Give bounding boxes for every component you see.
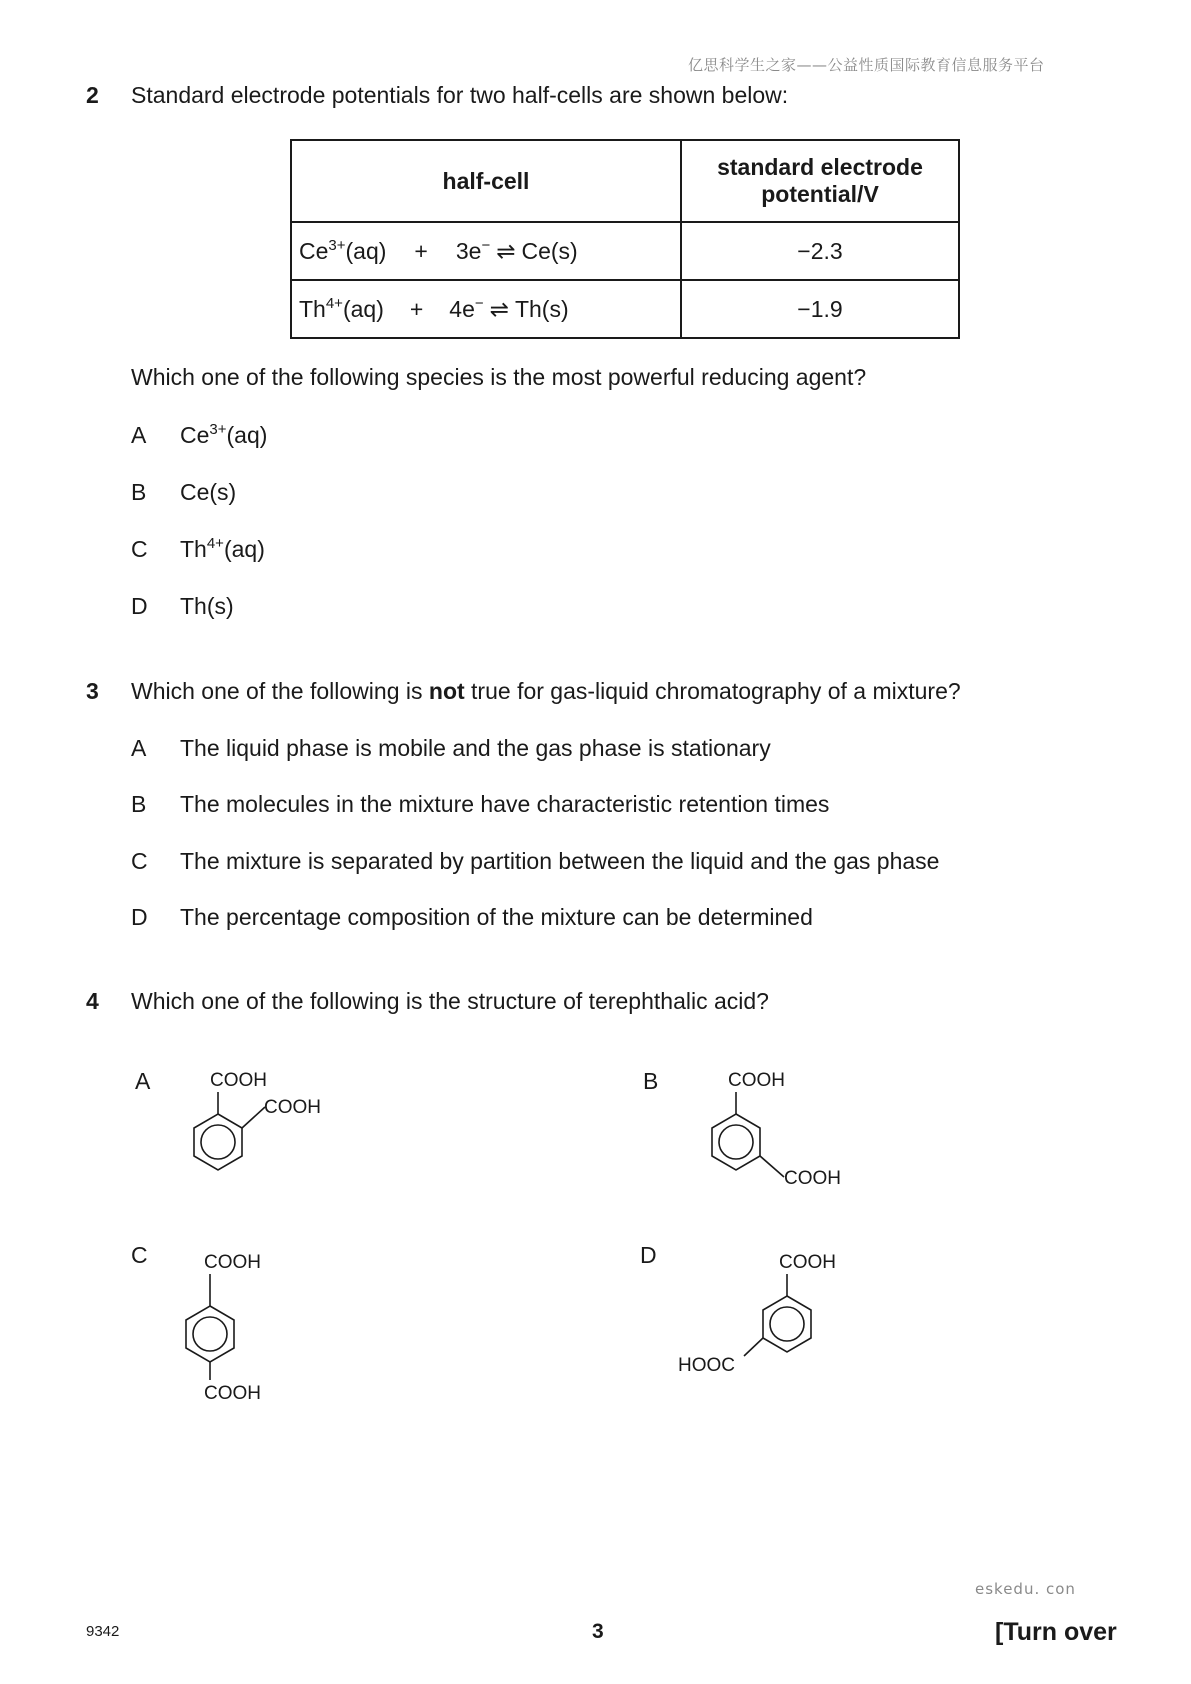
equilibrium-arrow: ⇌ — [489, 295, 509, 322]
option-tail: (aq) — [223, 536, 265, 562]
header-watermark: 亿思科学生之家——公益性质国际教育信息服务平台 — [688, 56, 1045, 74]
species-charge: 3+ — [328, 236, 346, 254]
structure-d-label-bottom: HOOC — [678, 1355, 735, 1376]
table-row — [291, 222, 959, 280]
q3-text-bold: not — [428, 678, 465, 704]
structure-c-label-bottom: COOH — [204, 1383, 261, 1404]
structure-d-letter: D — [640, 1242, 657, 1268]
q3-text-after: true for gas-liquid chromatography of a mixture? — [464, 678, 961, 704]
structure-c-letter: C — [131, 1242, 148, 1268]
question-2-number: 2 — [86, 82, 99, 108]
species-state: (aq) — [345, 237, 387, 264]
structure-d-label-top: COOH — [779, 1252, 836, 1273]
product: Ce(s) — [521, 237, 578, 264]
header-potential-line2: potential/V — [761, 181, 879, 207]
header-potential — [681, 140, 959, 222]
product: Th(s) — [514, 295, 569, 322]
option-d-letter: D — [131, 904, 148, 930]
table-header-row — [291, 140, 959, 222]
table-row — [291, 280, 959, 338]
option-b-text: Ce(s) — [180, 479, 237, 505]
footer-site: eskedu. con — [975, 1580, 1076, 1598]
electron-charge: − — [481, 236, 491, 254]
structure-b-label-bottom: COOH — [784, 1168, 841, 1189]
option-a-letter: A — [131, 735, 147, 761]
plus-sign: + — [409, 295, 424, 322]
header-potential-line1: standard electrode — [717, 154, 923, 180]
species: Th — [299, 295, 326, 322]
q3-text-before: Which one of the following is — [131, 678, 429, 704]
option-a-text: The liquid phase is mobile and the gas phase is stationary — [180, 735, 771, 761]
structure-c-benzene-icon — [162, 1266, 262, 1386]
half-cell-equation — [291, 222, 681, 280]
option-sup: 3+ — [209, 421, 227, 438]
option-d-text: The percentage composition of the mixture can be determined — [180, 904, 813, 930]
equilibrium-arrow: ⇌ — [496, 237, 516, 264]
header-half-cell: half-cell — [291, 140, 681, 222]
question-2-text: Standard electrode potentials for two half-cells are shown below: — [131, 82, 789, 108]
option-b-letter: B — [131, 791, 147, 817]
turn-over-label: [Turn over — [995, 1618, 1117, 1646]
option-b-letter: B — [131, 479, 147, 505]
option-c-letter: C — [131, 536, 148, 562]
option-base: Ce — [180, 422, 210, 448]
species: Ce — [299, 237, 329, 264]
species-state: (aq) — [342, 295, 384, 322]
electrons: 4e — [449, 295, 475, 322]
half-cell-equation — [291, 280, 681, 338]
option-c-letter: C — [131, 848, 148, 874]
electrode-potential-table — [290, 139, 960, 339]
structure-a-benzene-icon — [170, 1085, 270, 1185]
structure-b-benzene-icon — [688, 1085, 798, 1185]
option-c-text: The mixture is separated by partition between the liquid and the gas phase — [180, 848, 940, 874]
page-number: 3 — [592, 1620, 604, 1643]
option-c-text — [180, 536, 265, 563]
electron-charge: − — [474, 294, 484, 312]
structure-b-letter: B — [643, 1068, 659, 1094]
option-tail: (aq) — [226, 422, 268, 448]
option-b-text: The molecules in the mixture have characteristic retention times — [180, 791, 830, 817]
plus-sign: + — [414, 237, 428, 264]
footer-code: 9342 — [86, 1623, 120, 1640]
electrons: 3e — [455, 237, 482, 264]
question-4-number: 4 — [86, 988, 99, 1014]
question-4-text: Which one of the following is the structure of terephthalic acid? — [131, 988, 769, 1014]
option-a-text — [180, 422, 267, 449]
question-3-text — [131, 678, 961, 705]
potential-value: −1.9 — [681, 280, 959, 338]
potential-value: −2.3 — [681, 222, 959, 280]
option-d-text: Th(s) — [180, 593, 234, 619]
option-sup: 4+ — [206, 535, 224, 552]
structure-a-letter: A — [135, 1068, 151, 1094]
question-3-number: 3 — [86, 678, 99, 704]
question-2-prompt: Which one of the following species is the most powerful reducing agent? — [131, 364, 867, 390]
species-charge: 4+ — [325, 294, 343, 312]
option-base: Th — [180, 536, 207, 562]
structure-c-label-top: COOH — [204, 1252, 261, 1273]
structure-b-label-top: COOH — [728, 1070, 785, 1091]
structure-a-label-side: COOH — [264, 1097, 321, 1118]
option-d-letter: D — [131, 593, 148, 619]
structure-a-label-top: COOH — [210, 1070, 267, 1091]
structure-d-benzene-icon — [739, 1266, 839, 1366]
option-a-letter: A — [131, 422, 147, 448]
